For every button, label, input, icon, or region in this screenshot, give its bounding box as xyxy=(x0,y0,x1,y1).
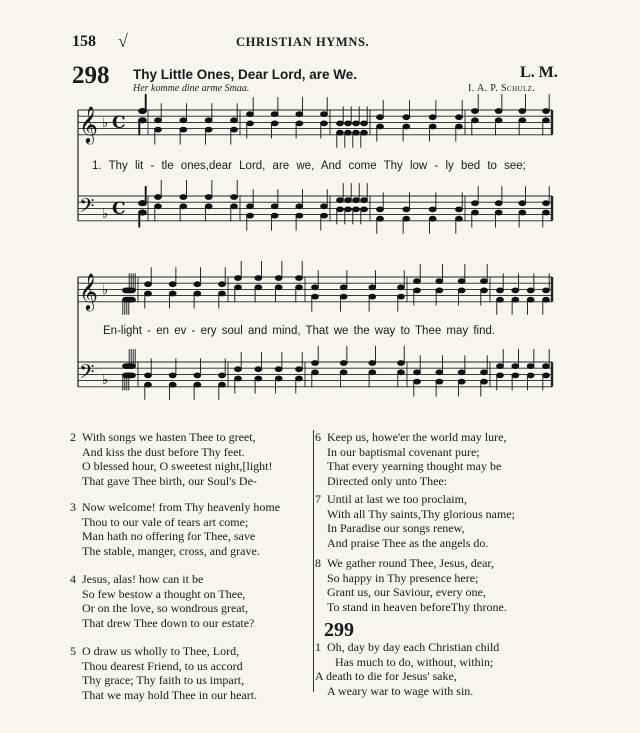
notehead xyxy=(429,124,436,129)
notehead xyxy=(219,282,226,287)
notehead xyxy=(145,291,152,296)
notehead xyxy=(340,370,347,375)
bass-clef-icon: 𝄢 xyxy=(79,194,95,222)
verse-number: 7 xyxy=(315,492,321,506)
notehead xyxy=(403,216,410,221)
verse-line: So happy in Thy presence here; xyxy=(327,570,479,585)
notehead xyxy=(145,382,152,387)
notehead xyxy=(353,207,360,212)
notehead xyxy=(296,204,303,209)
notehead xyxy=(296,213,303,218)
notehead xyxy=(458,370,465,375)
notehead xyxy=(275,276,282,281)
notehead xyxy=(429,216,436,221)
notehead xyxy=(235,285,242,290)
notehead xyxy=(458,279,465,284)
notehead xyxy=(456,207,463,212)
verse-number: 1 xyxy=(315,640,321,654)
notehead xyxy=(247,121,254,126)
notehead xyxy=(527,297,534,302)
verse-line: Keep us, howe'er the world may lure, xyxy=(327,430,507,444)
notehead xyxy=(205,204,212,209)
notehead xyxy=(296,367,303,372)
notehead xyxy=(275,285,282,290)
verse-line: That we may hold Thee in our heart. xyxy=(82,687,258,702)
notehead xyxy=(321,213,328,218)
tune-name: Her komme dine arme Smaa. xyxy=(133,83,250,94)
notehead xyxy=(497,288,504,293)
common-time-icon: C xyxy=(112,199,126,219)
verse-line: With songs we hasten Thee to greet, xyxy=(82,430,256,444)
notehead xyxy=(219,382,226,387)
verse-line: In Paradise our songs renew, xyxy=(327,521,465,535)
verse-line: To stand in heaven beforeThy throne. xyxy=(327,599,507,614)
notehead xyxy=(353,121,360,126)
notehead xyxy=(519,201,526,206)
notehead xyxy=(429,207,436,212)
notehead xyxy=(247,213,254,218)
verse-line: A death to die for Jesus' sake, xyxy=(315,669,457,683)
notehead xyxy=(321,121,328,126)
notehead xyxy=(255,367,262,372)
notehead xyxy=(296,112,303,117)
verse-6 xyxy=(315,430,507,488)
verse-number: 4 xyxy=(70,572,76,586)
notehead xyxy=(353,130,360,135)
notehead xyxy=(543,210,550,215)
notehead xyxy=(377,124,384,129)
notehead xyxy=(235,276,242,281)
meter: L. M. xyxy=(520,64,558,81)
notehead xyxy=(145,282,152,287)
notehead xyxy=(519,109,526,114)
verse-line: Now welcome! from Thy heavenly home xyxy=(82,500,281,514)
verse-line: So few bestow a thought on Thee, xyxy=(82,586,246,601)
verse-line: Grant us, our Saviour, every one, xyxy=(327,585,486,599)
notehead xyxy=(512,373,519,378)
notehead xyxy=(472,109,479,114)
notehead xyxy=(275,376,282,381)
notehead xyxy=(361,121,368,126)
notehead xyxy=(296,276,303,281)
notehead xyxy=(481,379,488,384)
notehead xyxy=(456,115,463,120)
notehead xyxy=(194,282,201,287)
notehead xyxy=(398,370,405,375)
notehead xyxy=(398,361,405,366)
notehead xyxy=(543,373,550,378)
notehead xyxy=(145,373,152,378)
verse-line: O blessed hour, O sweetest night,[light! xyxy=(82,459,273,473)
verse-line: O draw us wholly to Thee, Lord, xyxy=(82,644,240,658)
verse-number: 3 xyxy=(70,500,76,514)
check-mark-icon: √ xyxy=(118,31,128,51)
notehead xyxy=(543,288,550,293)
notehead xyxy=(219,291,226,296)
lyric-line-2: En-light - en ev - ery soul and mind, That we the way to Thee may find. xyxy=(103,325,496,337)
notehead xyxy=(180,118,187,123)
notehead xyxy=(155,204,162,209)
flat-icon: ♭ xyxy=(102,207,109,222)
notehead xyxy=(271,213,278,218)
notehead xyxy=(255,276,262,281)
bass-clef-icon: 𝄢 xyxy=(79,360,95,388)
notehead xyxy=(235,367,242,372)
notehead xyxy=(345,198,352,203)
notehead xyxy=(337,121,344,126)
notehead xyxy=(527,364,534,369)
notehead xyxy=(296,376,303,381)
notehead xyxy=(312,370,319,375)
notehead xyxy=(398,285,405,290)
verse-5 xyxy=(70,644,258,702)
notehead xyxy=(361,207,368,212)
notehead xyxy=(377,216,384,221)
verse-line: And kiss the dust before Thy feet. xyxy=(82,444,245,459)
verse-2 xyxy=(70,430,273,488)
notehead xyxy=(481,370,488,375)
notehead xyxy=(497,297,504,302)
notehead xyxy=(169,382,176,387)
notehead xyxy=(495,210,502,215)
notehead xyxy=(495,118,502,123)
column-divider xyxy=(313,430,314,692)
notehead xyxy=(155,118,162,123)
verse-number: 8 xyxy=(315,556,321,570)
notehead xyxy=(169,373,176,378)
notehead xyxy=(139,201,146,206)
notehead xyxy=(519,210,526,215)
verse-line: That every yearning thought may be xyxy=(327,459,502,473)
notehead xyxy=(337,198,344,203)
notehead xyxy=(271,204,278,209)
verse-3 xyxy=(70,500,281,558)
notehead xyxy=(369,370,376,375)
notehead xyxy=(512,297,519,302)
notehead xyxy=(369,294,376,299)
notehead xyxy=(205,127,212,132)
verse-number: 2 xyxy=(70,430,76,444)
verse-line: A weary war to wage with sin. xyxy=(327,683,474,698)
verse-line: Jesus, alas! how can it be xyxy=(82,572,204,586)
verse-line: Thou to our vale of tears art come; xyxy=(82,514,249,529)
notehead xyxy=(139,210,146,215)
notehead xyxy=(271,121,278,126)
treble-clef-icon: 𝄞 xyxy=(79,272,98,310)
notehead xyxy=(377,207,384,212)
treble-clef-icon: 𝄞 xyxy=(79,105,98,143)
flat-icon: ♭ xyxy=(102,283,109,298)
notehead xyxy=(414,288,421,293)
verse-number: 6 xyxy=(315,430,321,444)
notehead xyxy=(129,297,136,302)
notehead xyxy=(436,379,443,384)
notehead xyxy=(414,279,421,284)
notehead xyxy=(512,288,519,293)
notehead xyxy=(194,382,201,387)
running-head: CHRISTIAN HYMNS. xyxy=(236,35,370,49)
notehead xyxy=(345,207,352,212)
notehead xyxy=(472,118,479,123)
hymn-number: 298 xyxy=(72,62,110,89)
notehead xyxy=(312,361,319,366)
notehead xyxy=(429,115,436,120)
notehead xyxy=(436,370,443,375)
verse-line: Or on the love, so wondrous great, xyxy=(82,601,248,615)
hymn-title: Thy Little Ones, Dear Lord, are We. xyxy=(133,67,358,82)
notehead xyxy=(543,109,550,114)
lyric-line-1: 1. Thy lit - tle ones,dear Lord, are we, And come Thy low - ly bed to see; xyxy=(92,160,526,172)
next-hymn-number: 299 xyxy=(324,619,354,641)
notehead xyxy=(337,207,344,212)
verse-line: Until at last we too proclaim, xyxy=(327,492,467,506)
notehead xyxy=(403,124,410,129)
notehead xyxy=(180,204,187,209)
notehead xyxy=(139,109,146,114)
notehead xyxy=(345,130,352,135)
flat-icon: ♭ xyxy=(102,116,109,131)
notehead xyxy=(398,294,405,299)
notehead xyxy=(231,204,238,209)
notehead xyxy=(219,373,226,378)
verse-line: Thou dearest Friend, to us accord xyxy=(82,658,243,673)
verse-line: And praise Thee as the angels do. xyxy=(327,535,489,550)
notehead xyxy=(527,288,534,293)
notehead xyxy=(472,210,479,215)
verse-line: With all Thy saints,Thy glorious name; xyxy=(327,506,515,521)
notehead xyxy=(180,195,187,200)
notehead xyxy=(512,364,519,369)
notehead xyxy=(255,376,262,381)
verse-4 xyxy=(70,572,255,630)
notehead xyxy=(337,130,344,135)
notehead xyxy=(414,379,421,384)
composer: I. A. P. Schulz. xyxy=(468,83,536,94)
notehead xyxy=(458,288,465,293)
notehead xyxy=(369,285,376,290)
notehead xyxy=(361,198,368,203)
notehead xyxy=(353,198,360,203)
notehead xyxy=(231,118,238,123)
notehead xyxy=(495,109,502,114)
notehead xyxy=(247,112,254,117)
notehead xyxy=(377,115,384,120)
notehead xyxy=(497,373,504,378)
notehead xyxy=(194,291,201,296)
notehead xyxy=(543,118,550,123)
notehead xyxy=(235,376,242,381)
notehead xyxy=(129,364,136,369)
notehead xyxy=(296,285,303,290)
notehead xyxy=(361,130,368,135)
notehead xyxy=(340,285,347,290)
notehead xyxy=(403,115,410,120)
notehead xyxy=(247,204,254,209)
verse-line: That drew Thee down to our estate? xyxy=(82,615,255,630)
notehead xyxy=(369,361,376,366)
notehead xyxy=(543,364,550,369)
verse-number: 5 xyxy=(70,644,76,658)
verse-1 xyxy=(315,640,500,698)
notehead xyxy=(296,121,303,126)
notehead xyxy=(414,370,421,375)
flat-icon: ♭ xyxy=(102,373,109,388)
notehead xyxy=(231,195,238,200)
notehead xyxy=(180,127,187,132)
notehead xyxy=(255,285,262,290)
notehead xyxy=(527,373,534,378)
notehead xyxy=(321,204,328,209)
notehead xyxy=(155,195,162,200)
notehead xyxy=(497,364,504,369)
notehead xyxy=(436,288,443,293)
verse-8 xyxy=(315,556,507,614)
notehead xyxy=(519,118,526,123)
notehead xyxy=(321,112,328,117)
notehead xyxy=(129,373,136,378)
verse-line: Oh, day by day each Christian child xyxy=(327,640,500,654)
notehead xyxy=(481,288,488,293)
verse-line: That gave Thee birth, our Soul's De- xyxy=(82,473,257,488)
notehead xyxy=(456,216,463,221)
notehead xyxy=(129,288,136,293)
notehead xyxy=(436,279,443,284)
verse-line: Man hath no offering for Thee, save xyxy=(82,529,256,543)
notehead xyxy=(205,195,212,200)
notehead xyxy=(481,279,488,284)
notehead xyxy=(271,112,278,117)
verse-line: Thy grace; Thy faith to us impart, xyxy=(82,673,245,687)
notehead xyxy=(543,297,550,302)
notehead xyxy=(456,124,463,129)
verse-7 xyxy=(315,492,515,550)
verse-line: We gather round Thee, Jesus, dear, xyxy=(327,556,494,570)
verse-line: Has much to do, without, within; xyxy=(335,654,494,669)
notehead xyxy=(340,294,347,299)
verse-line: Directed only unto Thee: xyxy=(327,473,448,488)
notehead xyxy=(205,118,212,123)
notehead xyxy=(543,201,550,206)
notehead xyxy=(345,121,352,126)
notehead xyxy=(403,207,410,212)
notehead xyxy=(275,367,282,372)
notehead xyxy=(495,201,502,206)
notehead xyxy=(169,291,176,296)
notehead xyxy=(312,285,319,290)
notehead xyxy=(312,294,319,299)
common-time-icon: C xyxy=(112,113,126,133)
notehead xyxy=(231,127,238,132)
notehead xyxy=(169,282,176,287)
notehead xyxy=(194,373,201,378)
notehead xyxy=(155,127,162,132)
notehead xyxy=(458,379,465,384)
verse-line: The stable, manger, cross, and grave. xyxy=(82,543,260,558)
page-number: 158 xyxy=(72,33,96,50)
notehead xyxy=(472,201,479,206)
notehead xyxy=(340,361,347,366)
verse-line: In our baptismal covenant pure; xyxy=(327,444,480,459)
notehead xyxy=(139,118,146,123)
